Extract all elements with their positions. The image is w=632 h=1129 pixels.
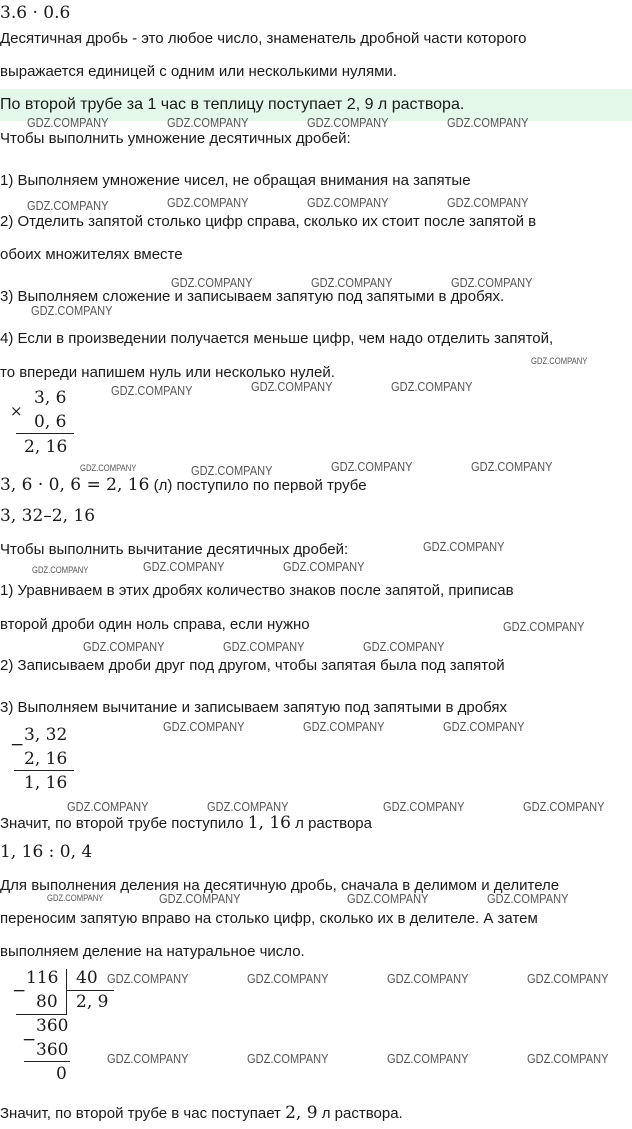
div-divisor-line <box>66 990 114 991</box>
mult-line <box>16 433 74 434</box>
watermark: GDZ.COMPANY <box>451 275 533 290</box>
watermark: GDZ.COMPANY <box>47 893 104 903</box>
watermark: GDZ.COMPANY <box>159 891 241 906</box>
expression-2: 3, 32–2, 16 <box>0 506 96 526</box>
watermark: GDZ.COMPANY <box>143 559 225 574</box>
divide-text-1: Для выполнения деления на десятичную дробь, сначала в делимом и делителе <box>0 877 560 894</box>
watermark: GDZ.COMPANY <box>523 799 605 814</box>
watermark: GDZ.COMPANY <box>107 971 189 986</box>
watermark: GDZ.COMPANY <box>391 379 473 394</box>
watermark: GDZ.COMPANY <box>503 619 585 634</box>
sub-line <box>14 770 74 771</box>
subtract-sign: − <box>10 735 25 755</box>
divide-text-3: выполняем деление на натуральное число. <box>0 943 305 960</box>
expression-3: 1, 16 : 0, 4 <box>0 842 93 862</box>
result-1-expr: 3, 6 · 0, 6 = 2, 16 <box>0 475 150 495</box>
watermark: GDZ.COMPANY <box>167 195 249 210</box>
sub-subtrahend: 2, 16 <box>24 749 68 769</box>
sub-minuend: 3, 32 <box>24 725 68 745</box>
watermark: GDZ.COMPANY <box>247 1051 329 1066</box>
div-divisor: 40 <box>76 968 98 988</box>
watermark: GDZ.COMPANY <box>31 303 113 318</box>
watermark: GDZ.COMPANY <box>80 463 137 473</box>
watermark: GDZ.COMPANY <box>311 275 393 290</box>
watermark: GDZ.COMPANY <box>443 719 525 734</box>
divide-text-2: переносим запятую вправо на столько цифр, сколько их в делителе. А затем <box>0 910 538 927</box>
watermark: GDZ.COMPANY <box>107 1051 189 1066</box>
watermark: GDZ.COMPANY <box>471 459 553 474</box>
multiply-step-4: 4) Если в произведении получается меньше цифр, чем надо отделить запятой, <box>0 330 554 347</box>
div-remainder-1: 360 <box>36 1016 69 1036</box>
div-subtract-2: 360 <box>36 1040 69 1060</box>
watermark: GDZ.COMPANY <box>171 275 253 290</box>
watermark: GDZ.COMPANY <box>32 565 89 575</box>
mult-result: 2, 16 <box>24 437 68 457</box>
watermark: GDZ.COMPANY <box>163 719 245 734</box>
watermark: GDZ.COMPANY <box>387 1051 469 1066</box>
div-vertical-bar <box>66 969 67 1015</box>
watermark: GDZ.COMPANY <box>383 799 465 814</box>
result-3 <box>0 1104 403 1123</box>
result-2-val: 1, 16 <box>247 813 291 833</box>
watermark: GDZ.COMPANY <box>331 459 413 474</box>
watermark: GDZ.COMPANY <box>83 639 165 654</box>
result-2 <box>0 814 372 833</box>
watermark: GDZ.COMPANY <box>527 1051 609 1066</box>
watermark: GDZ.COMPANY <box>303 719 385 734</box>
result-3-post: л раствора. <box>321 1105 403 1122</box>
div-minus-1: − <box>12 981 27 1001</box>
result-2-pre: Значит, по второй трубе поступило <box>0 815 244 832</box>
subtract-step-3: 3) Выполняем вычитание и записываем запятую под запятыми в дробях <box>0 699 507 716</box>
watermark: GDZ.COMPANY <box>387 971 469 986</box>
multiply-step-2: 2) Отделить запятой столько цифр справа, сколько их стоит после запятой в <box>0 213 537 230</box>
definition-line-2: выражается единицей с одним или несколькими нулями. <box>0 63 397 80</box>
definition-line-1: Десятичная дробь - это любое число, знаменатель дробной части которого <box>0 30 527 47</box>
watermark: GDZ.COMPANY <box>527 971 609 986</box>
watermark: GDZ.COMPANY <box>223 639 305 654</box>
subtract-step-1-cont: второй дроби один ноль справа, если нужно <box>0 616 310 633</box>
watermark: GDZ.COMPANY <box>207 799 289 814</box>
result-1 <box>0 476 367 495</box>
sub-result: 1, 16 <box>24 773 68 793</box>
watermark: GDZ.COMPANY <box>67 799 149 814</box>
watermark: GDZ.COMPANY <box>27 115 109 130</box>
watermark: GDZ.COMPANY <box>111 383 193 398</box>
watermark: GDZ.COMPANY <box>283 559 365 574</box>
watermark: GDZ.COMPANY <box>487 891 569 906</box>
watermark: GDZ.COMPANY <box>363 639 445 654</box>
multiply-step-2-cont: обоих множителях вместе <box>0 246 183 263</box>
multiply-step-3: 3) Выполняем сложение и записываем запятую под запятыми в дробях. <box>0 288 505 305</box>
watermark: GDZ.COMPANY <box>27 198 109 213</box>
subtract-intro: Чтобы выполнить вычитание десятичных дробей: <box>0 541 349 558</box>
multiply-step-1: 1) Выполняем умножение чисел, не обращая внимания на запятые <box>0 172 471 189</box>
div-remainder-2: 0 <box>56 1064 67 1084</box>
watermark: GDZ.COMPANY <box>191 463 273 478</box>
div-line-1 <box>16 1014 66 1015</box>
div-subtract-1: 80 <box>36 992 58 1012</box>
multiply-intro: Чтобы выполнить умножение десятичных дробей: <box>0 130 351 147</box>
result-1-text: (л) поступило по первой трубе <box>153 477 367 494</box>
watermark: GDZ.COMPANY <box>307 195 389 210</box>
subtract-step-1: 1) Уравниваем в этих дробях количество знаков после запятой, приписав <box>0 582 514 599</box>
result-3-pre: Значит, по второй трубе в час поступает <box>0 1105 281 1122</box>
watermark: GDZ.COMPANY <box>307 115 389 130</box>
result-3-val: 2, 9 <box>285 1103 318 1123</box>
mult-factor-a: 3, 6 <box>34 388 67 408</box>
watermark: GDZ.COMPANY <box>531 356 588 366</box>
subtract-step-2: 2) Записываем дроби друг под другом, чтобы запятая была под запятой <box>0 657 505 674</box>
watermark: GDZ.COMPANY <box>423 539 505 554</box>
result-2-post: л раствора <box>295 815 372 832</box>
mult-factor-b: 0, 6 <box>34 412 67 432</box>
watermark: GDZ.COMPANY <box>447 115 529 130</box>
div-minus-2: − <box>22 1030 37 1050</box>
highlight-text: По второй трубе за 1 час в теплицу поступает 2, 9 л раствора. <box>0 96 465 113</box>
div-dividend: 116 <box>26 968 59 988</box>
multiply-sign: × <box>10 402 23 420</box>
watermark: GDZ.COMPANY <box>167 115 249 130</box>
div-quotient: 2, 9 <box>76 992 109 1012</box>
watermark: GDZ.COMPANY <box>251 379 333 394</box>
expression-1: 3.6 · 0.6 <box>0 3 71 23</box>
div-line-2 <box>24 1061 70 1062</box>
watermark: GDZ.COMPANY <box>347 891 429 906</box>
multiply-step-4-cont: то впереди напишем нуль или несколько нулей. <box>0 364 335 381</box>
watermark: GDZ.COMPANY <box>247 971 329 986</box>
watermark: GDZ.COMPANY <box>447 195 529 210</box>
